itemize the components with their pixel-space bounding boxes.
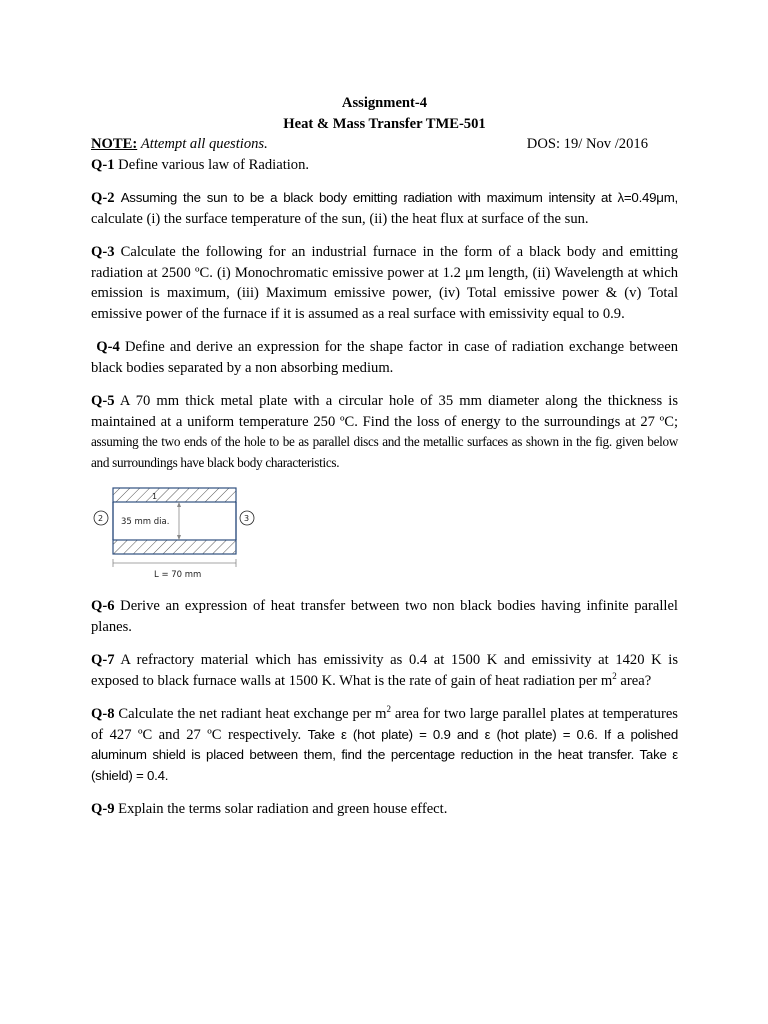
note-text: Attempt all questions. — [140, 136, 268, 152]
surface-3-label: 3 — [244, 514, 250, 523]
plate-hole-figure — [91, 487, 678, 583]
bottom-wall — [113, 540, 236, 554]
plate-hole-diagram — [91, 487, 281, 583]
surface-1-label: 1 — [152, 492, 158, 501]
question-3: Q-3 Calculate the following for an industrial furnace in the form of a black body and emitting radiation at 2500 ºC. (i) Monochromatic emissive power at 1.2 μm length, (ii) Wavelength at which emission is maximum, (iii) Maximum emissive power, (iv) Total emissive power & (v) Total emissive power of the furnace if it is assumed as a real surface with emissivity equal to 0.9. — [91, 244, 678, 322]
top-wall — [113, 488, 236, 502]
course-title: Heat & Mass Transfer TME-501 — [283, 115, 486, 132]
length-label: L = 70 mm — [154, 570, 202, 580]
surface-2-label: 2 — [98, 514, 104, 523]
date-of-submission: DOS: 19/ Nov /2016 — [526, 136, 648, 152]
question-7: Q-7 A refractory material which has emissivity as 0.4 at 1500 K and emissivity at 1420 K is exposed to black furnace walls at 1500 K. What is the rate of gain of heat radiation per $m^2$ area? — [91, 652, 679, 689]
note — [91, 134, 268, 155]
question-6: Q-6 Derive an expression of heat transfer between two non black bodies having infinite parallel planes. — [91, 598, 678, 635]
hole-diameter-label: 35 mm dia. — [121, 517, 170, 527]
note-row — [91, 134, 678, 155]
note-label: NOTE: — [91, 136, 138, 152]
question-4: Q-4 Define and derive an expression for the shape factor in case of radiation exchange between black bodies separated by a non absorbing medium. — [91, 339, 678, 376]
question-1: Q-1 Define various law of Radiation. — [91, 156, 310, 173]
question-9: Q-9 Explain the terms solar radiation and green house effect. — [91, 801, 448, 817]
question-8: Q-8 Calculate the net radiant heat exchange per $m^2$ area for two large parallel plates at temperatures of 427 ºC and 27 ºC respectively. Take ε (hot plate) = 0.9 and ε (hot plate) = 0.6. If a polished aluminum shield is placed between them, find the percentage reduction in the heat transfer. Take ε (shield) = 0.4. — [91, 704, 678, 783]
question-2: Q-2 Assuming the sun to be a black body emitting radiation with maximum intensity at λ=0.49μm, calculate (i) the surface temperature of the sun, (ii) the heat flux at surface of the sun. — [91, 190, 678, 227]
question-5: Q-5 A 70 mm thick metal plate with a circular hole of 35 mm diameter along the thickness is maintained at a uniform temperature 250 ºC. Find the loss of energy to the surroundings at 27 ºC; assuming the two ends of the hole to be as parallel discs and the metallic surfaces as shown in the fig. given below and surroundings have black body characteristics. — [91, 393, 678, 470]
assignment-title: Assignment-4 — [341, 95, 428, 111]
assignment-page — [91, 93, 678, 820]
